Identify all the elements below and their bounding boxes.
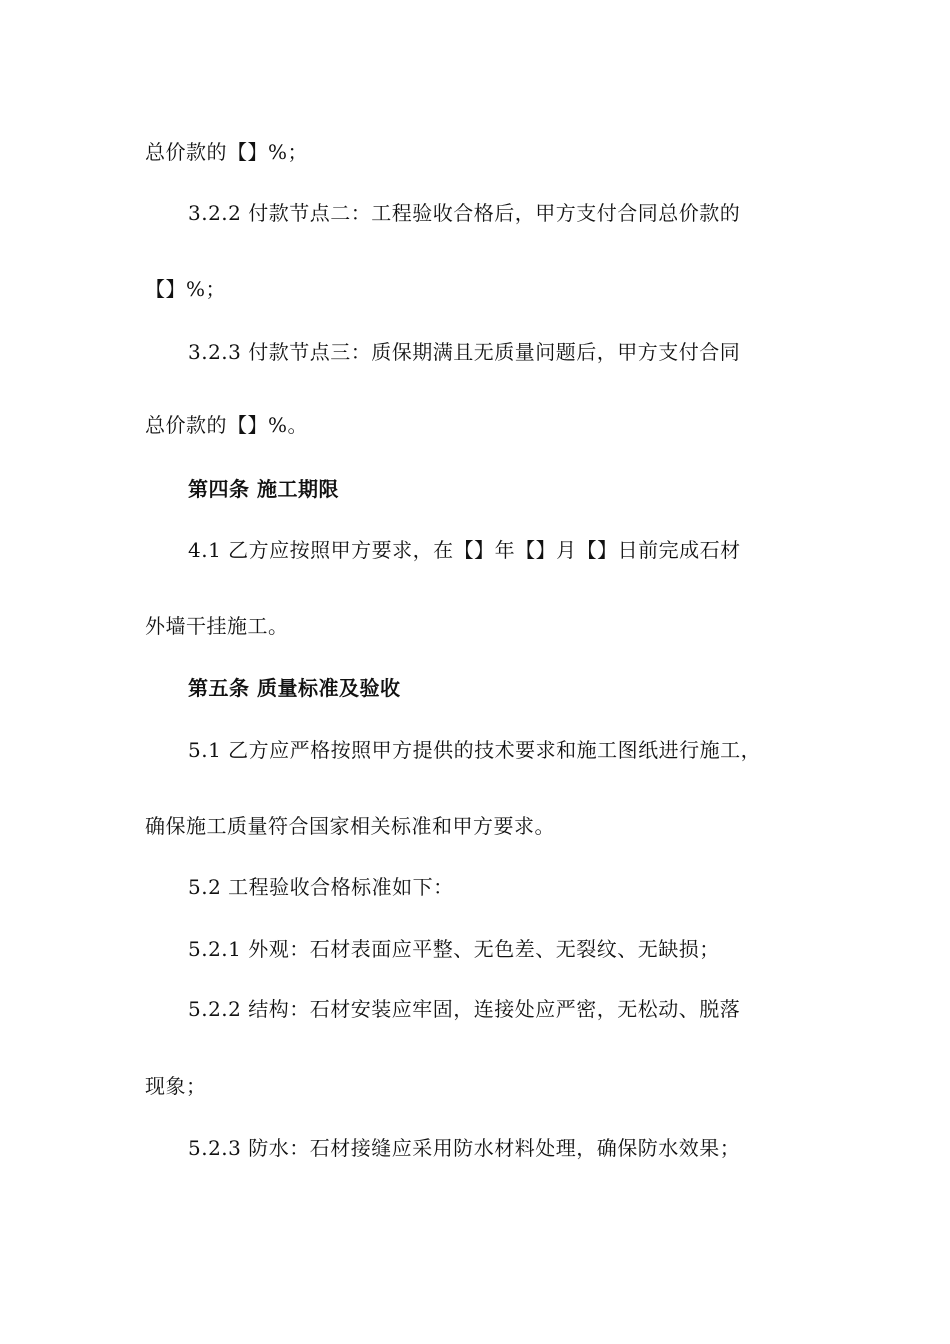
paragraph-line: 5.2.3 防水：石材接缝应采用防水材料处理，确保防水效果； [188,1136,741,1160]
paragraph-line: 总价款的【】%； [145,140,309,164]
paragraph-line: 5.2.1 外观：石材表面应平整、无色差、无裂纹、无缺损； [188,937,720,961]
paragraph-line: 5.2 工程验收合格标准如下： [188,875,454,899]
paragraph-line: 4.1 乙方应按照甲方要求，在【】年【】月【】日前完成石材 [188,538,741,562]
paragraph-line: 【】%； [145,277,227,301]
paragraph-line: 5.2.2 结构：石材安装应牢固，连接处应严密，无松动、脱落 [188,997,741,1021]
paragraph-line: 3.2.2 付款节点二：工程验收合格后，甲方支付合同总价款的 [188,201,741,225]
paragraph-line: 总价款的【】%。 [145,413,309,437]
section-heading-4: 第四条 施工期限 [188,477,339,501]
paragraph-line: 5.1 乙方应严格按照甲方提供的技术要求和施工图纸进行施工， [188,738,762,762]
paragraph-line: 确保施工质量符合国家相关标准和甲方要求。 [145,814,555,838]
paragraph-line: 3.2.3 付款节点三：质保期满且无质量问题后，甲方支付合同 [188,340,741,364]
paragraph-line: 外墙干挂施工。 [145,614,289,638]
paragraph-line: 现象； [145,1074,207,1098]
section-heading-5: 第五条 质量标准及验收 [188,676,401,700]
